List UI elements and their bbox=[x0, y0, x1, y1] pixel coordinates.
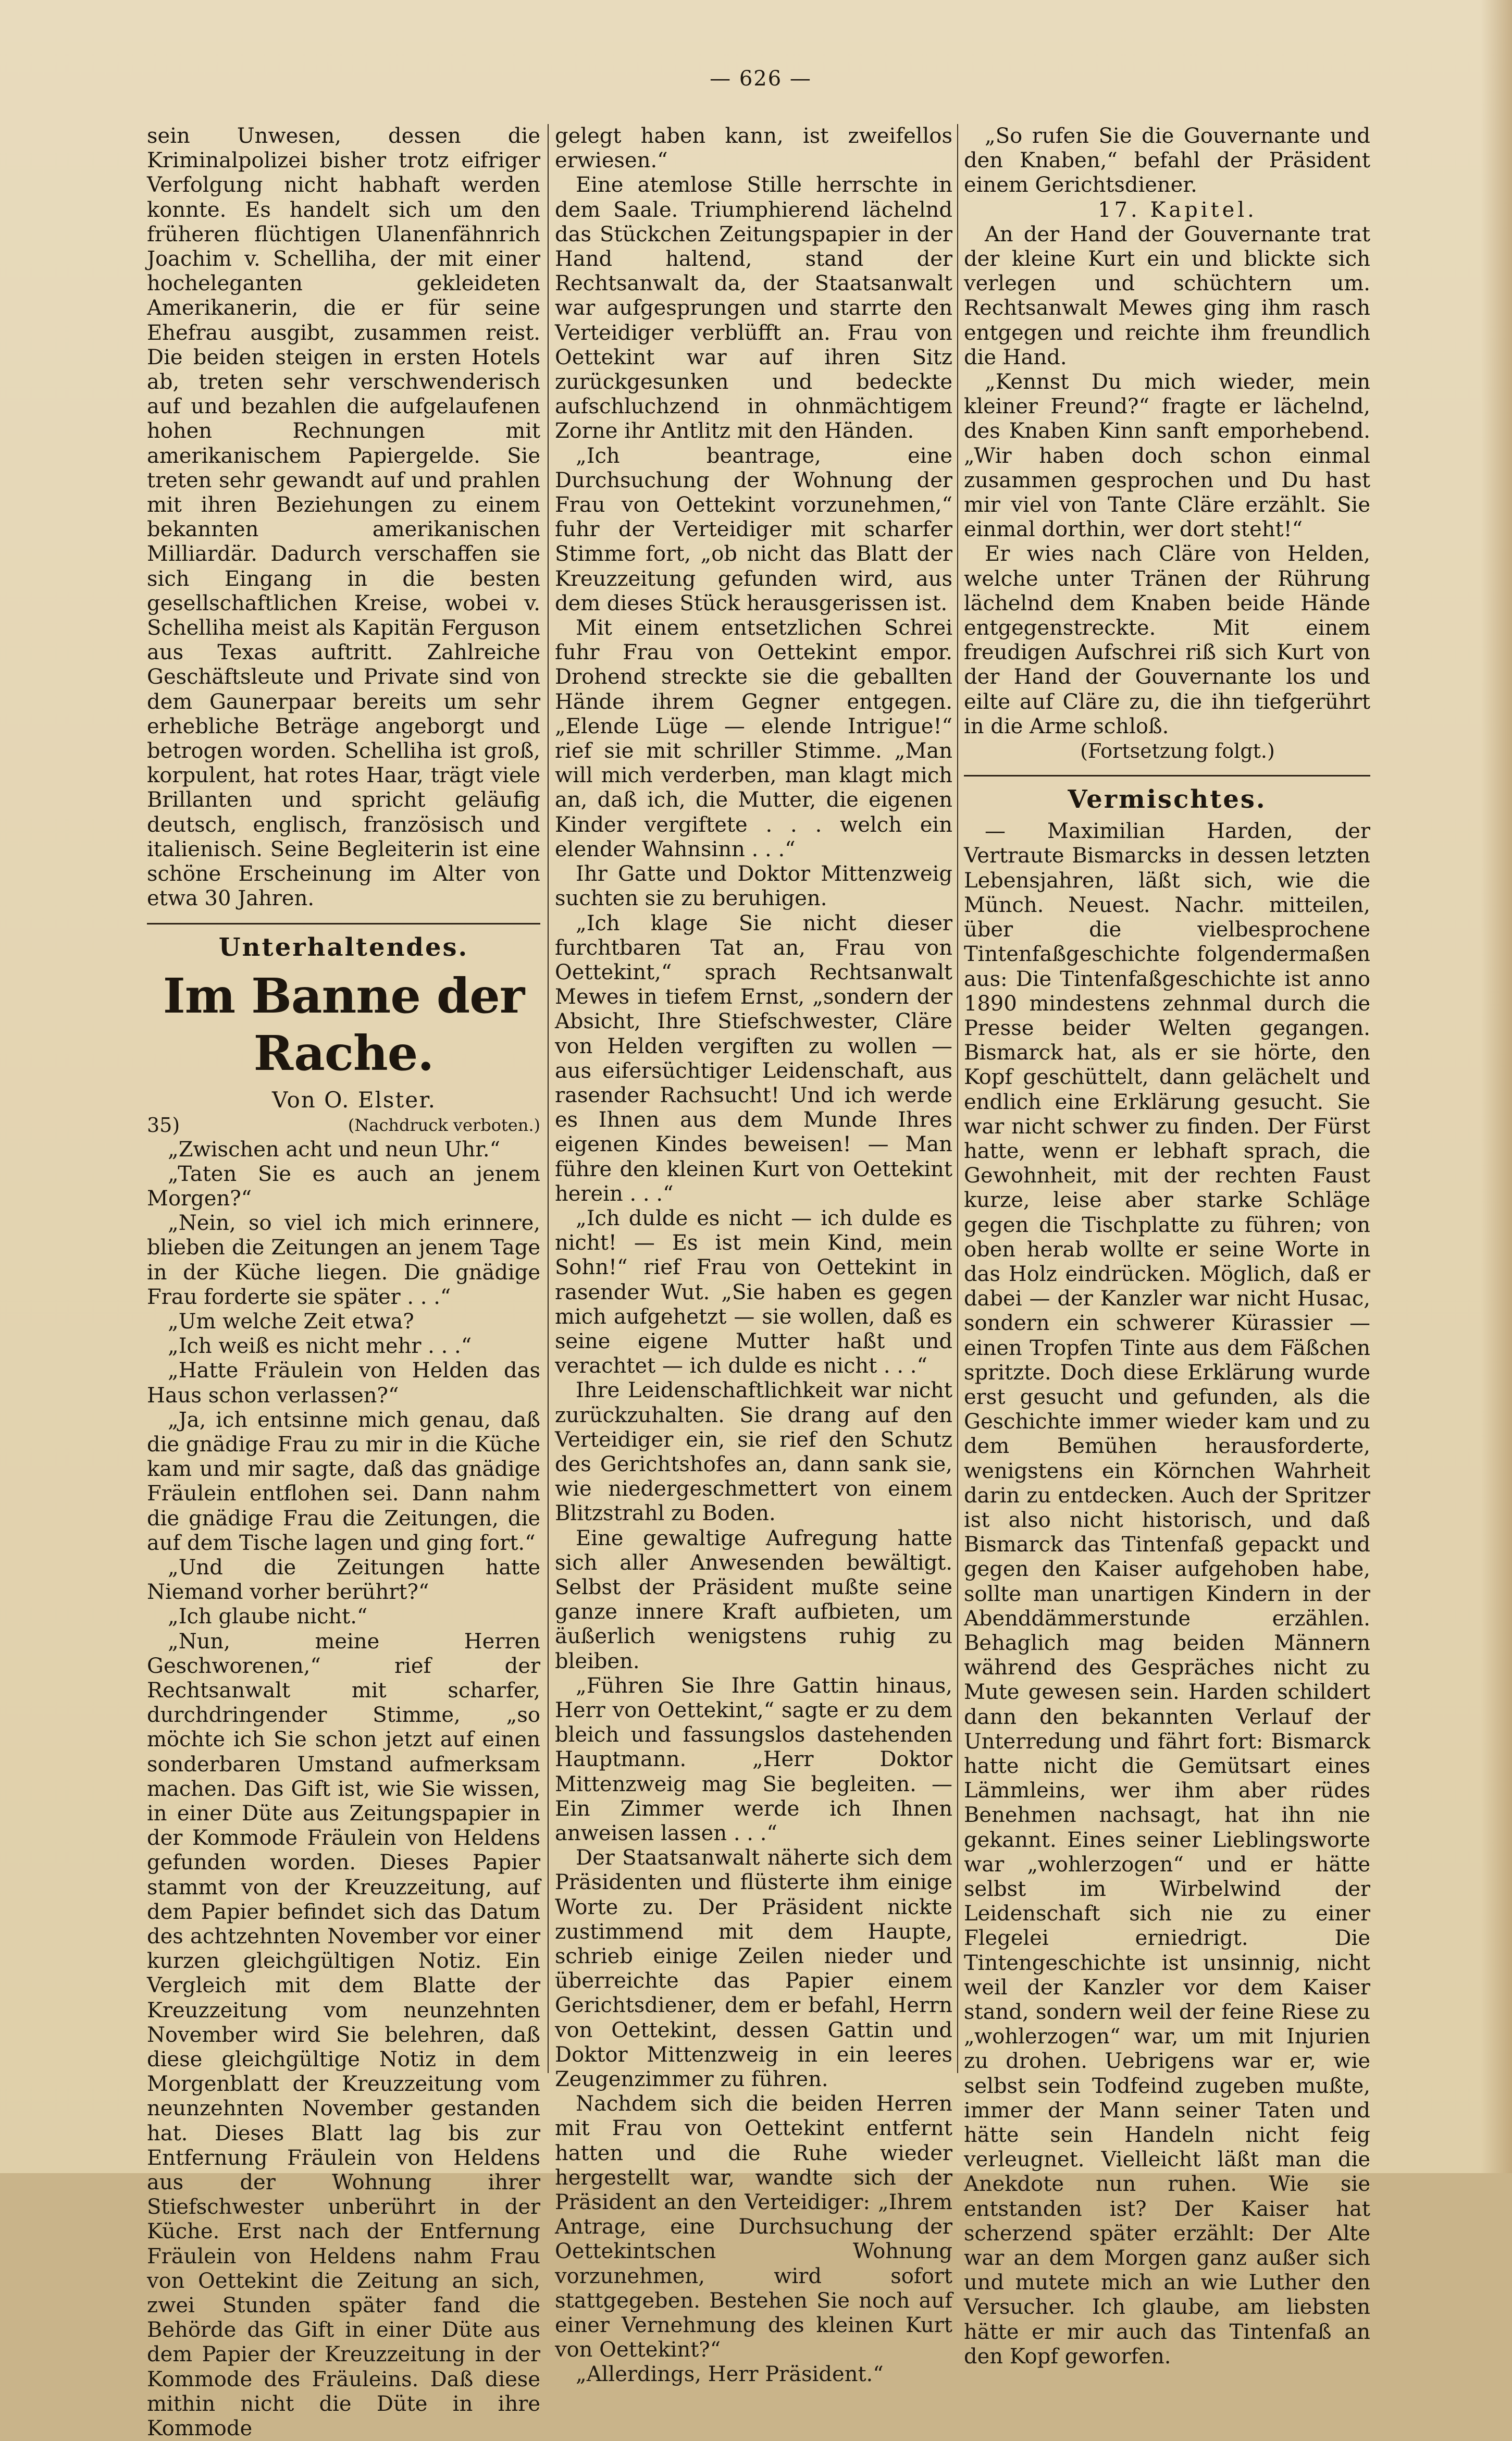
story-paragraph: „Ja, ich entsinne mich genau, daß die gnädige Frau zu mir in die Küche kam und mir sagte, daß das gnädige Fräulein entflohen sei. Dann nahm die gnädige Frau die Zeitungen, die auf dem Tische lagen und ging fort.“ bbox=[147, 1408, 540, 1555]
news-paragraph: sein Unwesen, dessen die Kriminalpolizei bisher trotz eifriger Verfolgung nicht habhaft werden konnte. Es handelt sich um den früheren flüchtigen Ulanenfähnrich Joachim v. Schelliha, der mit einer hocheleganten gekleideten Amerikanerin, die er für seine Ehefrau ausgibt, zusammen reist. Die beiden steigen in ersten Hotels ab, treten sehr verschwenderisch auf und bezahlen die aufgelaufenen hohen Rechnungen mit amerikanischem Papiergelde. Sie treten sehr gewandt auf und prahlen mit ihren Beziehungen zu einem bekannten amerikanischen Milliardär. Dadurch verschaffen sie sich Eingang in die besten gesellschaftlichen Kreise, wobei v. Schelliha meist als Kapitän Ferguson aus Texas auftritt. Zahlreiche Geschäftsleute und Private sind von dem Gaunerpaar bereits um sehr erhebliche Beträge angeborgt und betrogen worden. Schelliha ist groß, korpulent, hat rotes Haar, trägt viele Brillanten und spricht geläufig deutsch, englisch, französisch und italienisch. Seine Begleiterin ist eine schöne Erscheinung im Alter von etwa 30 Jahren. bbox=[147, 124, 540, 911]
story-paragraph: „Hatte Fräulein von Helden das Haus schon verlassen?“ bbox=[147, 1359, 540, 1408]
story-paragraph: Ihr Gatte und Doktor Mittenzweig suchten sie zu beruhigen. bbox=[555, 862, 952, 911]
story-paragraph: „Ich glaube nicht.“ bbox=[168, 1605, 368, 1629]
news-paragraph: — Maximilian Harden, der Vertraute Bismarcks in dessen letzten Lebensjahren, läßt sich, wie die Münch. Neuest. Nachr. mitteilen, über die vielbesprochene Tintenfaßgeschichte folgendermaßen aus: Die Tintenfaßgeschichte ist anno 1890 mindestens zehnmal durch die Presse beider Welten gegangen. Bismarck hat, als er sie hörte, den Kopf geschüttelt, dann gelächelt und endlich eine Erklärung gesucht. Sie war nicht schwer zu finden. Der Fürst hatte, wenn er lebhaft sprach, die Gewohnheit, mit der rechten Faust kurze, leise aber starke Schläge gegen die Tischplatte zu führen; von oben herab wollte er seine Worte in das Holz eindrücken. Möglich, daß er dabei — der Kanzler war nicht Husac, sondern ein schwerer Kürassier — einen Tropfen Tinte aus dem Fäßchen spritzte. Doch diese Erklärung wurde erst gesucht und gefunden, als die Geschichte immer wieder kam und zu dem Bemühen herausforderte, wenigstens ein Körnchen Wahrheit darin zu entdecken. Auch der Spritzer ist also nicht historisch, und daß Bismarck das Tintenfaß gepackt und gegen den Kaiser aufgehoben habe, sollte man unartigen Kindern in der Abenddämmerstunde erzählen. Behaglich mag beiden Männern während des Gespräches nicht zu Mute gewesen sein. Harden schildert dann den bekannten Verlauf der Unterredung und fährt fort: Bismarck hatte nicht die Gemütsart eines Lämmleins, wer ihm aber rüdes Benehmen nachsagt, hat ihn nie gekannt. Eines seiner Lieblingsworte war „wohlerzogen“ und er hätte selbst im Wirbelwind der Leidenschaft sich nie zu einer Flegelei erniedrigt. Die Tintengeschichte ist unsinnig, nicht weil der Kanzler vor dem Kaiser stand, sondern weil der feine Riese zu „wohlerzogen“ war, um mit Injurien zu drohen. Uebrigens war er, wie selbst sein Todfeind zugeben mußte, immer der Mann seiner Taten und hätte sein Handeln nicht feig verleugnet. Vielleicht läßt man die Anekdote nun ruhen. Wie sie entstanden ist? Der Kaiser hat scherzend später erzählt: Der Alte war an dem Morgen ganz außer sich und mutete mich an wie Luther den Versucher. Ich glaube, am liebsten hätte er mir auch das Tintenfaß an den Kopf geworfen. bbox=[964, 819, 1370, 2369]
story-paragraph: „Nun, meine Herren Geschworenen,“ rief der Rechtsanwalt mit scharfer, durchdringender Stimme, „so möchte ich Sie schon jetzt auf einen sonderbaren Umstand aufmerksam machen. Das Gift ist, wie Sie wissen, in einer Düte aus Zeitungspapier in der Kommode Fräulein von Heldens gefunden worden. Dieses Papier stammt von der Kreuzzeitung, auf dem Papier befindet sich das Datum des achtzehnten November vor einer kurzen gleichgültigen Notiz. Ein Vergleich mit dem Blatte der Kreuzzeitung vom neunzehnten November wird Sie belehren, daß diese gleichgültige Notiz in dem Morgenblatt der Kreuzzeitung vom neunzehnten November gestanden hat. Dieses Blatt lag bis zur Entfernung Fräulein von Heldens aus der Wohnung ihrer Stiefschwester unberührt in der Küche. Erst nach der Entfernung Fräulein von Heldens nahm Frau von Oettekint die Zeitung an sich, zwei Stunden später fand die Behörde das Gift in einer Düte aus dem Papier der Kreuzzeitung in der Kommode des Fräuleins. Daß diese mithin nicht die Düte in ihre Kommode bbox=[147, 1629, 540, 2441]
story-paragraph: „Ich beantrage, eine Durchsuchung der Wohnung der Frau von Oettekint vorzunehmen,“ fuhr der Verteidiger mit scharfer Stimme fort, „ob nicht das Blatt der Kreuzzeitung gefunden wird, aus dem dieses Stück herausgerissen ist. bbox=[555, 443, 952, 615]
story-paragraph: „So rufen Sie die Gouvernante und den Knaben,“ befahl der Präsident einem Gerichtsdiener. bbox=[964, 124, 1370, 198]
story-paragraph: Er wies nach Cläre von Helden, welche unter Tränen der Rührung lächelnd dem Knaben beide Hände entgegenstreckte. Mit einem freudigen Aufschrei riß sich Kurt von der Hand der Gouvernante los und eilte auf Cläre zu, die ihn tiefgerührt in die Arme schloß. bbox=[964, 542, 1370, 738]
story-paragraph: gelegt haben kann, ist zweifellos erwiesen.“ bbox=[555, 124, 952, 173]
story-paragraph: „Zwischen acht und neun Uhr.“ bbox=[168, 1137, 501, 1162]
story-paragraph: „Ich dulde es nicht — ich dulde es nicht! — Es ist mein Kind, mein Sohn!“ rief Frau von Oettekint in rasender Wut. „Sie haben es gegen mich aufgehetzt — sie wollen, daß es seine eigene Mutter haßt und verachtet — ich dulde es nicht . . .“ bbox=[555, 1206, 952, 1378]
story-paragraph: Mit einem entsetzlichen Schrei fuhr Frau von Oettekint empor. Drohend streckte sie die geballten Hände ihrem Gegner entgegen. „Elende Lüge — elende Intrigue!“ rief sie mit schriller Stimme. „Man will mich verderben, man klagt mich an, daß ich, die Mutter, die eigenen Kinder vergiftete . . . welch ein elender Wahnsinn . . .“ bbox=[555, 616, 952, 861]
story-paragraph: Ihre Leidenschaftlichkeit war nicht zurückzuhalten. Sie drang auf den Verteidiger ein, sie rief den Schutz des Gerichtshofes an, dann sank sie, wie niedergeschmettert von einem Blitzstrahl zu Boden. bbox=[555, 1378, 952, 1526]
column-3 bbox=[964, 124, 1370, 2369]
story-paragraph: Nachdem sich die beiden Herren mit Frau von Oettekint entfernt hatten und die Ruhe wieder hergestellt war, wandte sich der Präsident an den Verteidiger: „Ihrem Antrage, eine Durchsuchung der Oettekintschen Wohnung vorzunehmen, wird sofort stattgegeben. Bestehen Sie noch auf einer Vernehmung des kleinen Kurt von Oettekint?“ bbox=[555, 2092, 952, 2362]
story-byline: Von O. Elster. bbox=[271, 1087, 437, 1113]
column-rule-right bbox=[957, 124, 958, 2073]
story-paragraph: „Allerdings, Herr Präsident.“ bbox=[576, 2362, 884, 2387]
section-heading-unterhaltendes: Unterhaltendes. bbox=[218, 932, 469, 962]
continued-note: (Fortsetzung folgt.) bbox=[1080, 739, 1275, 763]
story-paragraph: Der Staatsanwalt näherte sich dem Präsidenten und flüsterte ihm einige Worte zu. Der Präsident nickte zustimmend mit dem Haupte, schrieb einige Zeilen nieder und überreichte das Papier einem Gerichtsdiener, dem er befahl, Herrn von Oettekint, dessen Gattin und Doktor Mittenzweig in ein leeres Zeugenzimmer zu führen. bbox=[555, 1846, 952, 2092]
story-paragraph: Eine gewaltige Aufregung hatte sich aller Anwesenden bewältigt. Selbst der Präsident mußte seine ganze innere Kraft aufbieten, um äußerlich wenigstens ruhig zu bleiben. bbox=[555, 1526, 952, 1673]
installment-number: 35) bbox=[147, 1113, 180, 1137]
story-paragraph: „Um welche Zeit etwa? bbox=[168, 1309, 414, 1334]
story-paragraph: „Ich weiß es nicht mehr . . .“ bbox=[168, 1334, 472, 1359]
story-paragraph: Eine atemlose Stille herrschte in dem Saale. Triumphierend lächelnd das Stückchen Zeitungspapier in der Hand haltend, stand der Rechtsanwalt da, der Staatsanwalt war aufgesprungen und starrte den Verteidiger verblüfft an. Frau von Oettekint war auf ihren Sitz zurückgesunken und bedeckte aufschluchzend in ohnmächtigem Zorne ihr Antlitz mit den Händen. bbox=[555, 173, 952, 443]
story-paragraph: „Ich klage Sie nicht dieser furchtbaren Tat an, Frau von Oettekint,“ sprach Rechtsanwalt Mewes in tiefem Ernst, „sondern der Absicht, Ihre Stiefschwester, Cläre von Helden vergiften zu wollen — aus eifersüchtiger Leidenschaft, aus rasender Rachsucht! Und ich werde es Ihnen aus dem Munde Ihres eigenen Kindes beweisen! — Man führe den kleinen Kurt von Oettekint herein . . .“ bbox=[555, 911, 952, 1206]
section-heading-vermischtes: Vermischtes. bbox=[1068, 785, 1267, 815]
column-1 bbox=[147, 124, 540, 2441]
chapter-heading: 17. Kapitel. bbox=[1098, 198, 1257, 222]
installment-line bbox=[147, 1113, 540, 1138]
section-separator bbox=[147, 923, 540, 924]
column-2 bbox=[555, 124, 952, 2387]
reprint-note: (Nachdruck verboten.) bbox=[348, 1115, 540, 1135]
story-title: Im Banne der Rache. bbox=[163, 967, 525, 1081]
story-paragraph: „Taten Sie es auch an jenem Morgen?“ bbox=[147, 1162, 540, 1211]
section-separator bbox=[964, 775, 1370, 776]
story-paragraph: An der Hand der Gouvernante trat der kleine Kurt ein und blickte sich verlegen und schüchtern um. Rechtsanwalt Mewes ging ihm rasch entgegen und reichte ihm freundlich die Hand. bbox=[964, 222, 1370, 369]
story-paragraph: „Und die Zeitungen hatte Niemand vorher berührt?“ bbox=[147, 1555, 540, 1605]
column-rule-left bbox=[548, 124, 549, 2073]
story-paragraph: „Kennst Du mich wieder, mein kleiner Freund?“ fragte er lächelnd, des Knaben Kinn sanft emporhebend. „Wir haben doch schon einmal zusammen gesprochen und Du hast mir viel von Tante Cläre erzählt. Sie einmal dorthin, wer dort steht!“ bbox=[964, 370, 1370, 542]
story-paragraph: „Führen Sie Ihre Gattin hinaus, Herr von Oettekint,“ sagte er zu dem bleich und fassungslos dastehenden Hauptmann. „Herr Doktor Mittenzweig mag Sie begleiten. — Ein Zimmer werde ich Ihnen anweisen lassen . . .“ bbox=[555, 1673, 952, 1846]
story-paragraph: „Nein, so viel ich mich erinnere, blieben die Zeitungen an jenem Tage in der Küche liegen. Die gnädige Frau forderte sie später . . .“ bbox=[147, 1211, 540, 1309]
page-number: — 626 — bbox=[710, 67, 812, 91]
